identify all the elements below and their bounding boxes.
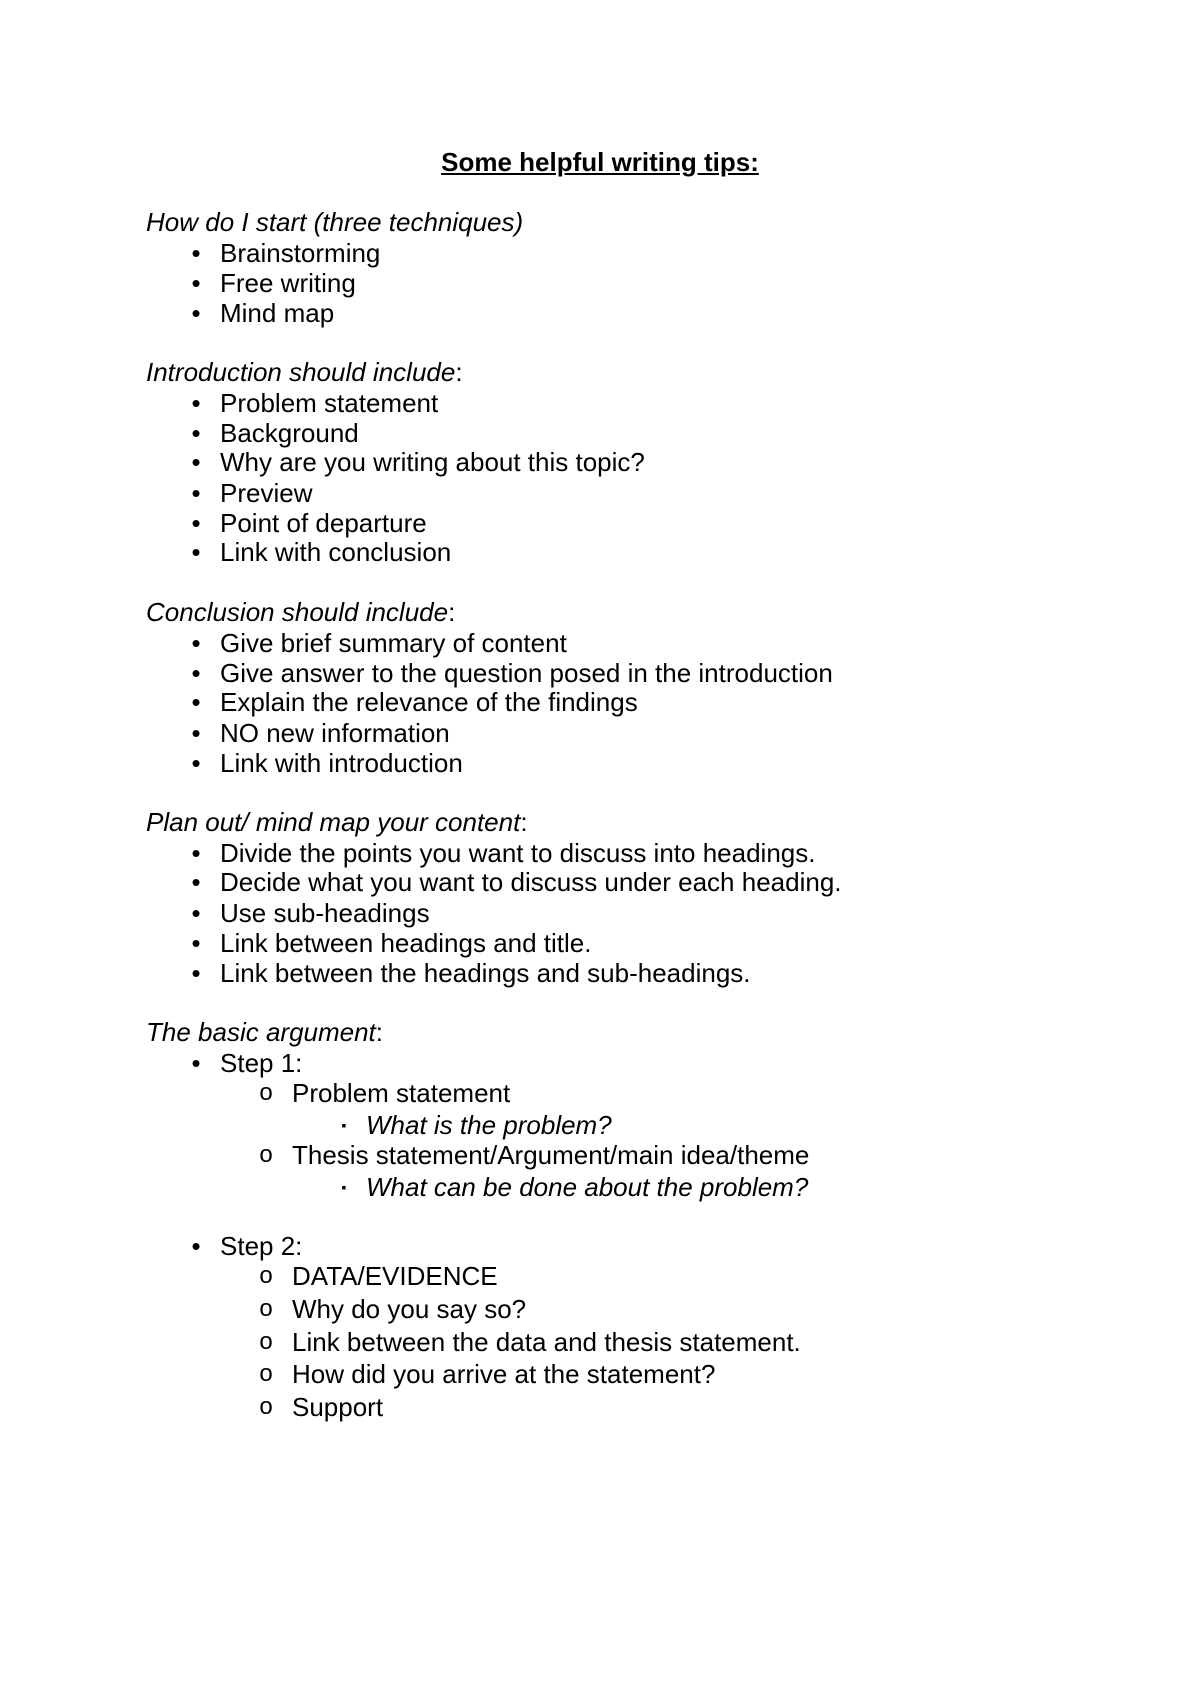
heading-colon: : bbox=[455, 357, 463, 387]
list-item-text: NO new information bbox=[220, 718, 450, 748]
heading-colon: : bbox=[375, 1017, 384, 1047]
sub-list-item-text: How did you arrive at the statement? bbox=[292, 1359, 716, 1389]
bullet-icon: • bbox=[191, 238, 201, 268]
bullet-icon: • bbox=[191, 447, 201, 477]
circle-bullet-icon: o bbox=[259, 1141, 273, 1168]
section-heading-argument bbox=[146, 1017, 383, 1047]
bullet-icon: • bbox=[191, 1048, 201, 1078]
list-item-text: Free writing bbox=[220, 268, 356, 298]
bullet-icon: • bbox=[191, 687, 201, 717]
circle-bullet-icon: o bbox=[259, 1360, 273, 1387]
circle-bullet-icon: o bbox=[259, 1393, 273, 1420]
heading-text: Conclusion should include bbox=[146, 597, 449, 627]
section-heading-plan bbox=[146, 807, 528, 837]
heading-text: Plan out/ mind map your content bbox=[146, 807, 521, 837]
bullet-icon: • bbox=[191, 478, 201, 508]
circle-bullet-icon: o bbox=[259, 1079, 273, 1106]
heading-text: The basic argument bbox=[146, 1017, 376, 1047]
page-title: Some helpful writing tips: bbox=[441, 147, 759, 177]
list-item-text: Why are you writing about this topic? bbox=[220, 447, 645, 477]
list-item-text: Give answer to the question posed in the introduction bbox=[220, 658, 833, 688]
circle-bullet-icon: o bbox=[259, 1328, 273, 1355]
list-item-text: Link between headings and title. bbox=[220, 928, 592, 958]
sub-sub-list-item-text: What is the problem? bbox=[366, 1110, 612, 1140]
list-item-text: Background bbox=[220, 418, 359, 448]
bullet-icon: • bbox=[191, 1231, 201, 1261]
bullet-icon: • bbox=[191, 418, 201, 448]
list-item-text: Point of departure bbox=[220, 508, 427, 538]
sub-list-item-text: DATA/EVIDENCE bbox=[292, 1261, 498, 1291]
sub-list-item-text: Link between the data and thesis statement. bbox=[292, 1327, 801, 1357]
bullet-icon: • bbox=[191, 268, 201, 298]
heading-text: Introduction should include bbox=[146, 357, 456, 387]
bullet-icon: • bbox=[191, 658, 201, 688]
list-item-text: Preview bbox=[220, 478, 313, 508]
sub-list-item-text: Why do you say so? bbox=[292, 1294, 527, 1324]
list-item-text: Step 2: bbox=[220, 1231, 303, 1261]
list-item-text: Divide the points you want to discuss into headings. bbox=[220, 838, 816, 868]
list-item-text: Use sub-headings bbox=[220, 898, 430, 928]
bullet-icon: • bbox=[191, 537, 201, 567]
sub-sub-list-item-text: What can be done about the problem? bbox=[366, 1172, 809, 1202]
list-item-text: Link between the headings and sub-headings. bbox=[220, 958, 751, 988]
heading-text: How do I start (three techniques) bbox=[146, 207, 524, 237]
list-item-text: Problem statement bbox=[220, 388, 439, 418]
heading-colon: : bbox=[448, 597, 456, 627]
circle-bullet-icon: o bbox=[259, 1295, 273, 1322]
bullet-icon: • bbox=[191, 958, 201, 988]
square-bullet-icon: ▪ bbox=[341, 1117, 347, 1133]
list-item-text: Brainstorming bbox=[220, 238, 381, 268]
section-heading-conclusion bbox=[146, 597, 455, 627]
bullet-icon: • bbox=[191, 748, 201, 778]
bullet-icon: • bbox=[191, 928, 201, 958]
sub-list-item-text: Thesis statement/Argument/main idea/theme bbox=[292, 1140, 810, 1170]
list-item-text: Link with conclusion bbox=[220, 537, 452, 567]
list-item-text: Give brief summary of content bbox=[220, 628, 567, 658]
bullet-icon: • bbox=[191, 718, 201, 748]
circle-bullet-icon: o bbox=[259, 1262, 273, 1289]
list-item-text: Mind map bbox=[220, 298, 335, 328]
bullet-icon: • bbox=[191, 867, 201, 897]
bullet-icon: • bbox=[191, 898, 201, 928]
section-heading-introduction bbox=[146, 357, 463, 387]
section-heading-start bbox=[146, 207, 523, 237]
list-item-text: Link with introduction bbox=[220, 748, 463, 778]
square-bullet-icon: ▪ bbox=[341, 1179, 347, 1195]
list-item-text: Explain the relevance of the findings bbox=[220, 687, 638, 717]
sub-list-item-text: Support bbox=[292, 1392, 384, 1422]
list-item-text: Step 1: bbox=[220, 1048, 303, 1078]
bullet-icon: • bbox=[191, 298, 201, 328]
bullet-icon: • bbox=[191, 388, 201, 418]
sub-list-item-text: Problem statement bbox=[292, 1078, 511, 1108]
bullet-icon: • bbox=[191, 628, 201, 658]
heading-colon: : bbox=[520, 807, 528, 837]
bullet-icon: • bbox=[191, 838, 201, 868]
bullet-icon: • bbox=[191, 508, 201, 538]
list-item-text: Decide what you want to discuss under each heading. bbox=[220, 867, 842, 897]
